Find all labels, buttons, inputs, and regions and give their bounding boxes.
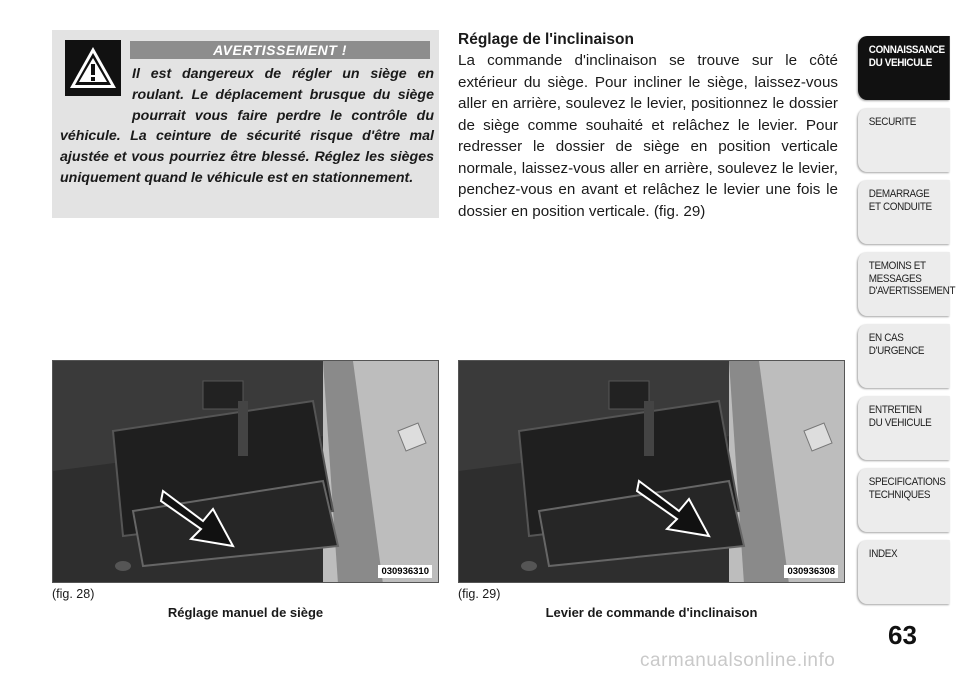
tab-demarrage-et-conduite[interactable] — [858, 180, 950, 244]
tab-securite[interactable] — [858, 108, 950, 172]
tab-label: EN CAS D'URGENCE — [868, 332, 925, 357]
tab-label: SPECIFICATIONS TECHNIQUES — [868, 476, 946, 501]
figure-29-image — [458, 360, 845, 583]
figure-code: 030936310 — [378, 565, 432, 578]
figure-28-image — [52, 360, 439, 583]
figure-code: 030936308 — [784, 565, 838, 578]
warning-text — [60, 64, 434, 189]
section-title: Réglage de l'inclinaison — [458, 31, 634, 48]
warning-text-content: Il est dangereux de régler un siège en roulant. Le déplacement brusque du siège pourrait vous faire perdre le contrôle du véhicule. La ceinture de sécurité risque d'être mal ajustée et vous pourriez être blessé. Réglez les sièges uniquement quand le véhicule est en stationnement. — [60, 66, 434, 186]
tab-label: INDEX — [868, 548, 898, 560]
tab-label: SECURITE — [868, 116, 916, 128]
section-body: La commande d'inclinaison se trouve sur le côté extérieur du siège. Pour incliner le siège, laissez-vous aller en arrière, soulevez le levier, positionnez le dossier de siège comme souhaité et relâchez le levier. Pour redresser le dossier de siège en position verticale normale, laissez-vous aller en arrière, soulevez le levier, penchez-vous en avant et relâchez le levier une fois le dossier en position verticale. (fig. 29) — [458, 52, 838, 220]
tab-label: DEMARRAGE ET CONDUITE — [868, 188, 932, 213]
figure-29-caption: Levier de commande d'inclinaison — [545, 605, 758, 620]
page-number: 63 — [888, 620, 917, 650]
figure-28-caption: Réglage manuel de siège — [167, 605, 324, 620]
warning-title: AVERTISSEMENT ! — [130, 41, 430, 59]
tab-connaissance-du-vehicule[interactable] — [858, 36, 950, 100]
tab-label: ENTRETIEN DU VEHICULE — [868, 404, 932, 429]
tab-index[interactable] — [858, 540, 950, 604]
warning-box — [52, 30, 439, 218]
tab-entretien-du-vehicule[interactable] — [858, 396, 950, 460]
tab-temoins-et-messages[interactable] — [858, 252, 956, 316]
figure-29-number: (fig. 29) — [458, 587, 501, 601]
tab-en-cas-d-urgence[interactable] — [858, 324, 950, 388]
tab-label: TEMOINS ET MESSAGES D'AVERTISSEMENT — [868, 260, 956, 297]
tab-specifications-techniques[interactable] — [858, 468, 950, 532]
tab-label: CONNAISSANCE DU VEHICULE — [868, 44, 945, 69]
figure-28-number: (fig. 28) — [52, 587, 95, 601]
watermark: carmanualsonline.info — [640, 650, 836, 671]
